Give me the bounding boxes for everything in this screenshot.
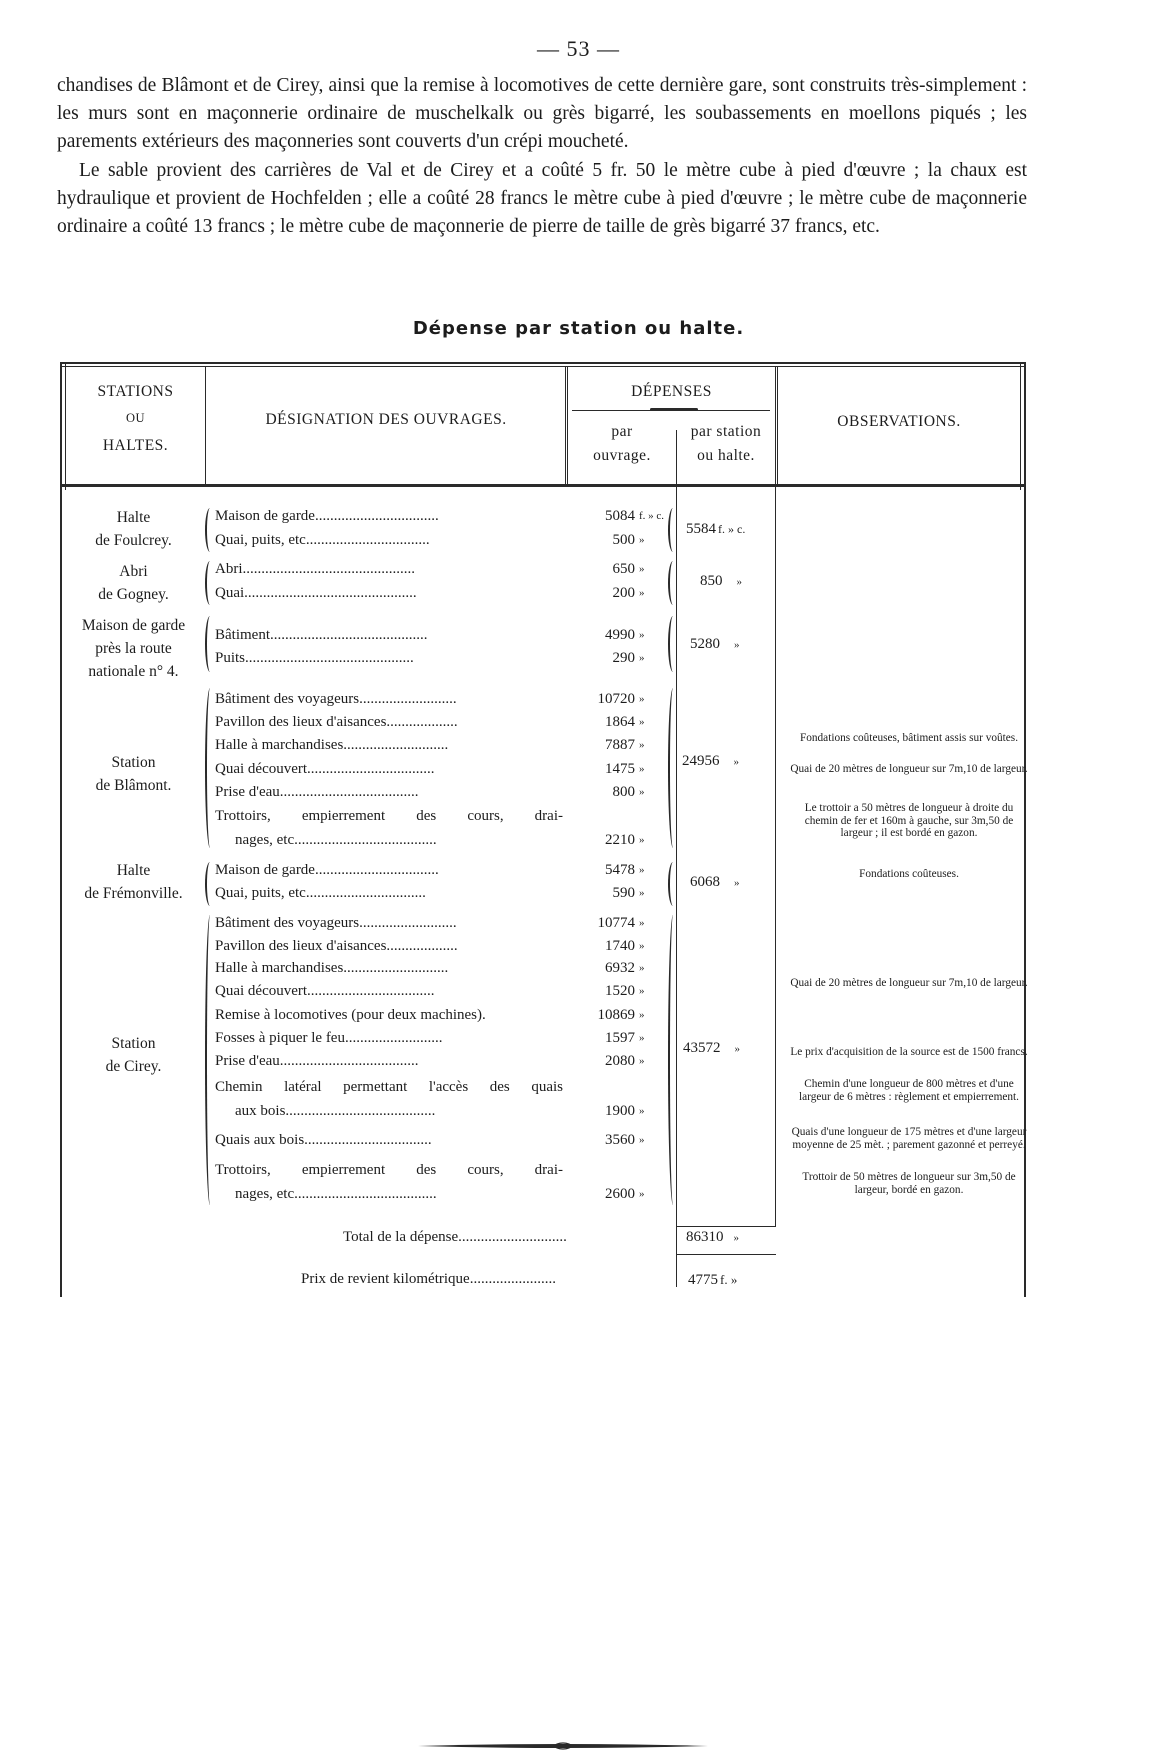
total-rule-bottom <box>676 1254 776 1255</box>
table-top-rule <box>60 362 1026 364</box>
header-par-station: par station ou halte. <box>690 423 762 464</box>
brace-cirey <box>205 915 215 1205</box>
header-observations: OBSERVATIONS. <box>837 413 961 430</box>
observation-note: Quai de 20 mètres de longueur sur 7m,10 de largeur. <box>790 977 1028 989</box>
table-row: Bâtiment.......................................... 4990 » <box>215 627 645 643</box>
table-row: Quai découvert.................................. 1520 » <box>215 983 645 999</box>
station-total-blamont: 24956 » <box>682 753 739 769</box>
table-row: Quai, puits, etc................................ 590 » <box>215 885 645 901</box>
station-foulcrey: Halte de Foulcrey. <box>95 509 172 549</box>
ornament-rule <box>418 1740 708 1752</box>
col-divider-4 <box>775 367 776 487</box>
table-row: Quais aux bois.................................. 3560 » <box>215 1132 645 1148</box>
table-row: Halle à marchandises............................ 6932 » <box>215 960 645 976</box>
brace-foulcrey <box>205 508 215 552</box>
header-par-ouvrage: par ouvrage. <box>593 423 651 464</box>
table-row: Prise d'eau..................................... 800 » <box>215 784 645 800</box>
paragraph-1: chandises de Blâmont et de Cirey, ainsi que la remise à locomotives de cette dernière gare, sont construits très-simplement : les murs sont en maçonnerie ordinaire de muschelkalk ou grès bigarré, les soubassements en moellons piqués ; les parements extérieurs des maçonneries sont couverts d'un crépi moucheté. <box>57 75 1027 153</box>
table-row: Prise d'eau..................................... 2080 » <box>215 1053 645 1069</box>
station-total-maison-garde: 5280 » <box>690 636 740 652</box>
observation-note: Quai de 20 mètres de longueur sur 7m,10 de largeur. <box>790 763 1028 775</box>
observation-note: Fondations coûteuses, bâtiment assis sur voûtes. <box>799 732 1019 744</box>
table-row: Quai.............................................. 200 » <box>215 585 645 601</box>
observation-note: Quais d'une longueur de 175 mètres et d'une largeur moyenne de 25 mèt. ; parement gazonné et perreyé. <box>791 1126 1027 1151</box>
total-value: 86310 » <box>686 1229 739 1245</box>
brace-fremonville <box>205 862 215 906</box>
table-row: Bâtiment des voyageurs.......................... 10720 » <box>215 691 645 707</box>
depenses-underline-swell <box>650 408 698 411</box>
body-text <box>57 72 1027 241</box>
table-row: Pavillon des lieux d'aisances................... 1740 » <box>215 938 645 954</box>
table-title: Dépense par station ou halte. <box>412 318 745 339</box>
table-right-border-inner <box>1020 362 1021 490</box>
observation-note: Fondations coûteuses. <box>859 868 959 880</box>
total-label: Total de la dépense............................. <box>343 1229 567 1245</box>
station-cirey: Station de Cirey. <box>105 1035 162 1075</box>
table-row: nages, etc...................................... 2600 » <box>235 1186 645 1202</box>
table-row: Puits............................................. 290 » <box>215 650 645 666</box>
table-left-border <box>60 362 62 1297</box>
col-divider-1 <box>205 367 206 487</box>
page-number: — 53 — <box>537 36 620 61</box>
header-designation: DÉSIGNATION DES OUVRAGES. <box>265 411 507 428</box>
table-row: Halle à marchandises............................ 7887 » <box>215 737 645 753</box>
station-total-gogney: 850 » <box>700 573 742 589</box>
table-row: Trottoirs, empierrement des cours, drai- <box>215 808 563 824</box>
paragraph-2: Le sable provient des carrières de Val et de Cirey et a coûté 5 fr. 50 le mètre cube à pied d'œuvre ; la chaux est hydraulique et provient de Hochfelden ; elle a coûté 28 francs le mètre cube à pied d'œuvre ; le mètre cube de maçonnerie ordinaire a coûté 13 francs ; le mètre cube de maçonnerie de pierre de taille de grès bigarré 37 francs, etc. <box>57 159 1027 238</box>
brace-gogney <box>205 561 215 605</box>
station-total-foulcrey: 5584 f. » c. <box>686 521 746 537</box>
observation-note: Le trottoir a 50 mètres de longueur à droite du chemin de fer et 160m à gauche, sur 3m,50 de largeur ; il est bordé en gazon. <box>804 802 1014 840</box>
table-row: Trottoirs, empierrement des cours, drai- <box>215 1162 563 1178</box>
table-row: Quai découvert.................................. 1475 » <box>215 761 645 777</box>
table-row: Fosses à piquer le feu.......................... 1597 » <box>215 1030 645 1046</box>
table-row: Quai, puits, etc................................. 500 » <box>215 532 645 548</box>
station-total-cirey: 43572 » <box>683 1040 740 1056</box>
header-depenses: DÉPENSES <box>631 383 712 400</box>
header-stations: STATIONS OU HALTES. <box>97 383 174 454</box>
table-row: Pavillon des lieux d'aisances................... 1864 » <box>215 714 645 730</box>
prix-value: 4775 f. » <box>688 1272 738 1288</box>
station-blamont: Station de Blâmont. <box>95 754 172 794</box>
brace-maison-garde <box>205 616 215 672</box>
table-row: Chemin latéral permettant l'accès des quais <box>215 1079 563 1095</box>
table-row: aux bois........................................ 1900 » <box>235 1103 645 1119</box>
table-row: Abri.............................................. 650 » <box>215 561 645 577</box>
prix-label: Prix de revient kilométrique....................... <box>301 1271 556 1287</box>
table-row: Bâtiment des voyageurs.......................... 10774 » <box>215 915 645 931</box>
observation-note: Chemin d'une longueur de 800 mètres et d'une largeur de 6 mètres : règlement et empierrement. <box>799 1078 1019 1103</box>
table-row: Maison de garde................................. 5478 » <box>215 862 645 878</box>
col-divider-2 <box>565 367 566 487</box>
station-fremonville: Halte de Frémonville. <box>84 862 183 902</box>
station-maison-garde: Maison de garde près la route nationale n° 4. <box>81 617 186 680</box>
table-row: Maison de garde................................. 5084 f. » c. <box>215 508 665 524</box>
observation-note: Trottoir de 50 mètres de longueur sur 3m,50 de largeur, bordé en gazon. <box>802 1171 1016 1196</box>
observation-note: Le prix d'acquisition de la source est de 1500 francs. <box>790 1046 1028 1058</box>
table-row: Remise à locomotives (pour deux machines). 10869 » <box>215 1007 645 1023</box>
table-row: nages, etc...................................... 2210 » <box>235 832 645 848</box>
station-gogney: Abri de Gogney. <box>98 563 169 603</box>
brace-blamont <box>205 688 215 848</box>
station-total-fremonville: 6068 » <box>690 874 740 890</box>
